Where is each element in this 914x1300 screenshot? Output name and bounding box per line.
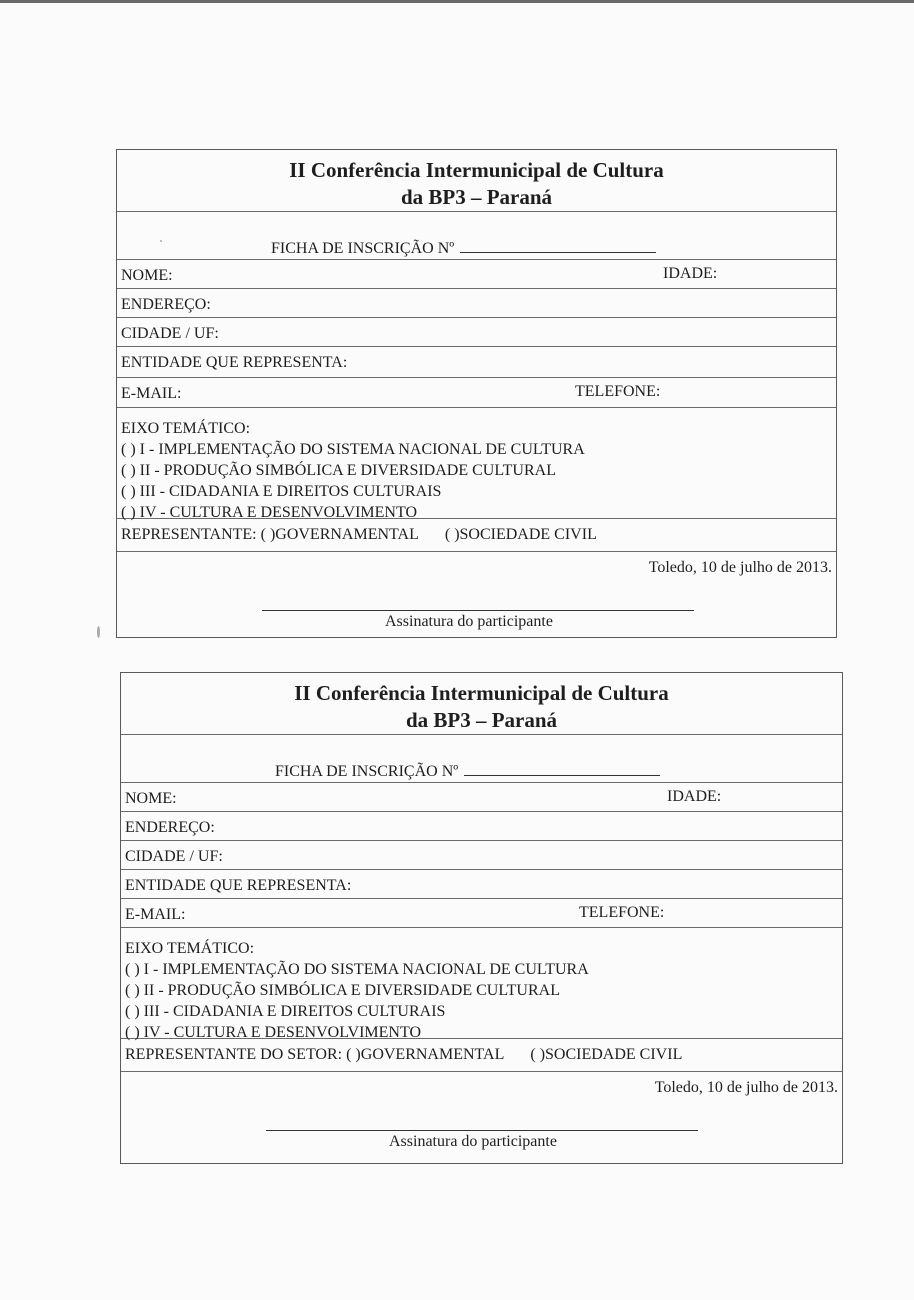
- form-title: [117, 150, 836, 212]
- ficha-number-blank[interactable]: [460, 238, 656, 253]
- ficha-number-field[interactable]: [271, 238, 656, 258]
- email-row[interactable]: [121, 899, 842, 928]
- ficha-number-field[interactable]: [275, 761, 660, 781]
- representante-governamental-option[interactable]: REPRESENTANTE DO SETOR: ( )GOVERNAMENTAL: [125, 1046, 505, 1063]
- ficha-label: FICHA DE INSCRIÇÃO Nº: [271, 240, 455, 257]
- eixo-option-2[interactable]: ( ) II - PRODUÇÃO SIMBÓLICA E DIVERSIDADE CULTURAL: [125, 982, 560, 999]
- title-line-2: da BP3 – Paraná: [400, 185, 553, 209]
- eixo-option-1[interactable]: ( ) I - IMPLEMENTAÇÃO DO SISTEMA NACIONAL DE CULTURA: [121, 441, 585, 458]
- eixo-option-3[interactable]: ( ) III - CIDADANIA E DIREITOS CULTURAIS: [121, 483, 442, 500]
- representante-sociedade-civil-option[interactable]: ( )SOCIEDADE CIVIL: [444, 526, 597, 543]
- endereco-label: ENDEREÇO:: [121, 296, 211, 313]
- nome-label: NOME:: [125, 790, 177, 807]
- idade-label: IDADE:: [663, 265, 718, 282]
- signature-line[interactable]: [262, 610, 694, 611]
- representante-row: [121, 1039, 842, 1072]
- nome-row[interactable]: [117, 260, 836, 289]
- registration-form-2: [120, 672, 843, 1164]
- signature-label: Assinatura do participante: [385, 613, 553, 630]
- signature-section: [121, 1072, 842, 1161]
- idade-label: IDADE:: [667, 788, 722, 805]
- email-label: E-MAIL:: [121, 385, 182, 402]
- cidade-row[interactable]: [121, 841, 842, 870]
- eixo-tematico-section: [117, 408, 836, 519]
- ficha-number-blank[interactable]: [464, 761, 660, 776]
- endereco-label: ENDEREÇO:: [125, 819, 215, 836]
- date-text: Toledo, 10 de julho de 2013.: [654, 1079, 838, 1096]
- title-line-2: da BP3 – Paraná: [405, 708, 558, 732]
- signature-section: [117, 552, 836, 641]
- representante-governamental-option[interactable]: REPRESENTANTE: ( )GOVERNAMENTAL: [121, 526, 419, 543]
- form-title: [121, 673, 842, 735]
- endereco-row[interactable]: [117, 289, 836, 318]
- nome-row[interactable]: [121, 783, 842, 812]
- endereco-row[interactable]: [121, 812, 842, 841]
- eixo-option-3[interactable]: ( ) III - CIDADANIA E DIREITOS CULTURAIS: [125, 1003, 446, 1020]
- entidade-label: ENTIDADE QUE REPRESENTA:: [121, 354, 348, 371]
- representante-sociedade-civil-option[interactable]: ( )SOCIEDADE CIVIL: [530, 1046, 683, 1063]
- eixo-title: EIXO TEMÁTICO:: [125, 940, 255, 957]
- cidade-label: CIDADE / UF:: [125, 848, 223, 865]
- eixo-option-2[interactable]: ( ) II - PRODUÇÃO SIMBÓLICA E DIVERSIDADE CULTURAL: [121, 462, 556, 479]
- email-row[interactable]: [117, 378, 836, 408]
- entidade-row[interactable]: [121, 870, 842, 899]
- scan-speck: [160, 240, 162, 242]
- cidade-row[interactable]: [117, 318, 836, 347]
- signature-label: Assinatura do participante: [389, 1133, 557, 1150]
- eixo-option-4[interactable]: ( ) IV - CULTURA E DESENVOLVIMENTO: [121, 504, 417, 521]
- ficha-row: [121, 735, 842, 783]
- entidade-row[interactable]: [117, 347, 836, 378]
- telefone-label: TELEFONE:: [575, 383, 661, 400]
- title-line-1: II Conferência Intermunicipal de Cultura: [289, 158, 664, 182]
- telefone-label: TELEFONE:: [579, 904, 665, 921]
- scan-top-edge: [0, 0, 914, 3]
- eixo-tematico-section: [121, 928, 842, 1039]
- cidade-label: CIDADE / UF:: [121, 325, 219, 342]
- nome-label: NOME:: [121, 267, 173, 284]
- date-text: Toledo, 10 de julho de 2013.: [648, 559, 832, 576]
- eixo-title: EIXO TEMÁTICO:: [121, 420, 251, 437]
- title-line-1: II Conferência Intermunicipal de Cultura: [294, 681, 669, 705]
- signature-line[interactable]: [266, 1130, 698, 1131]
- representante-row: [117, 519, 836, 552]
- email-label: E-MAIL:: [125, 906, 186, 923]
- registration-form-1: [116, 149, 837, 638]
- ficha-row: [117, 212, 836, 260]
- scan-speck: [97, 626, 100, 638]
- ficha-label: FICHA DE INSCRIÇÃO Nº: [275, 763, 459, 780]
- eixo-option-4[interactable]: ( ) IV - CULTURA E DESENVOLVIMENTO: [125, 1024, 421, 1041]
- entidade-label: ENTIDADE QUE REPRESENTA:: [125, 877, 352, 894]
- eixo-option-1[interactable]: ( ) I - IMPLEMENTAÇÃO DO SISTEMA NACIONAL DE CULTURA: [125, 961, 589, 978]
